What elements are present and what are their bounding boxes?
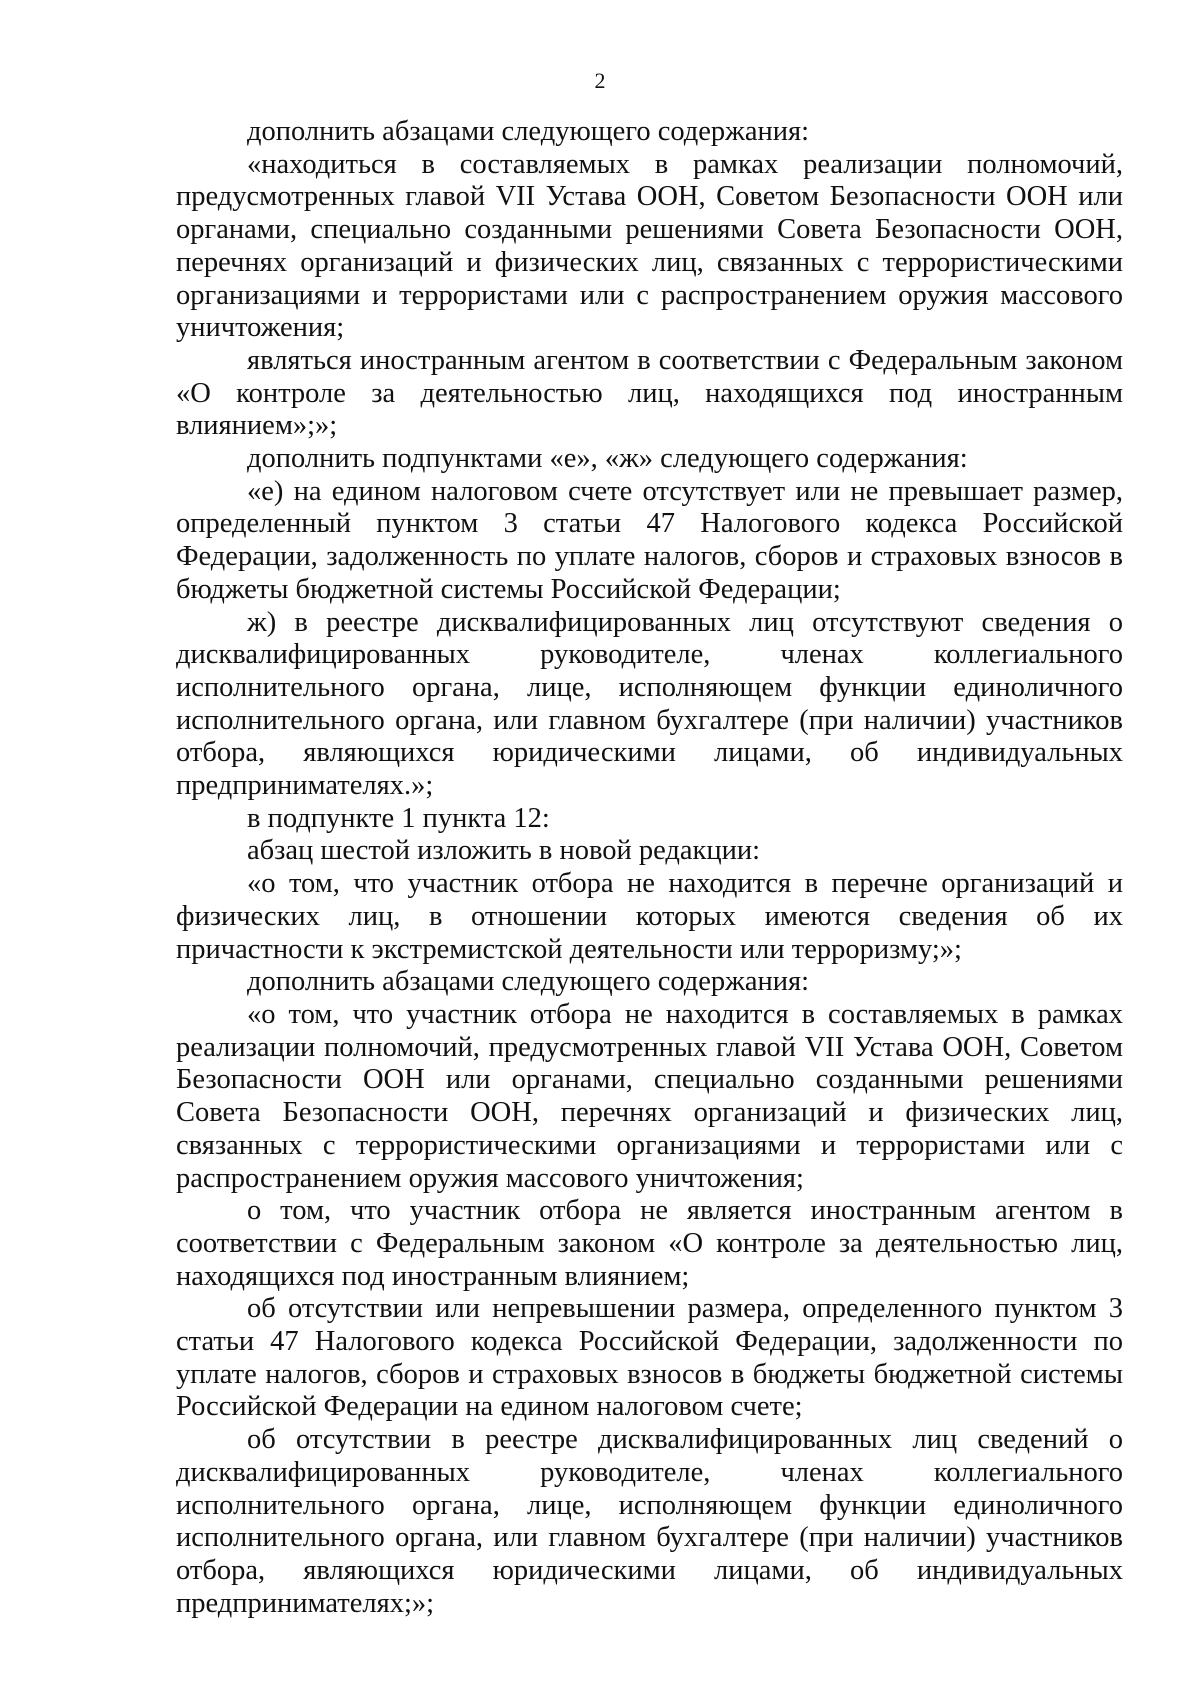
paragraph: дополнить подпунктами «е», «ж» следующего содержания: — [247, 443, 968, 475]
paragraph: являться иностранным агентом в соответствии с Федеральным законом «О контроле за деятельностью лиц, находящихся под иностранным влиянием»;»; — [176, 344, 1123, 442]
paragraph: об отсутствии или непревышении размера, определенного пунктом 3 статьи 47 Налогового кодекса Российской Федерации, задолженности по уплате налогов, сборов и страховых взносов в бюджеты бюджетной системы Российской Федерации на едином налоговом счете; — [176, 1293, 1123, 1423]
paragraph: «е) на едином налоговом счете отсутствует или не превышает размер, определенный пунктом 3 статьи 47 Налогового кодекса Российской Федерации, задолженность по уплате налогов, сборов и страховых взносов в бюджеты бюджетной системы Российской Федерации; — [176, 475, 1123, 605]
paragraph: «находиться в составляемых в рамках реализации полномочий, предусмотренных главой VII Устава ООН, Советом Безопасности ООН или органами, специально созданными решениями Совета Безопасности ООН, перечнях организаций и физических лиц, связанных с террористическими организациями и террористами или с распространением оружия массового уничтожения; — [176, 148, 1123, 344]
paragraph: о том, что участник отбора не является иностранным агентом в соответствии с Федеральным законом «О контроле за деятельностью лиц, находящихся под иностранным влиянием; — [176, 1195, 1123, 1292]
document-body — [176, 116, 1123, 1620]
paragraph: абзац шестой изложить в новой редакции: — [247, 835, 761, 867]
paragraph: «о том, что участник отбора не находится в перечне организаций и физических лиц, в отношении которых имеются сведения об их причастности к экстремистской деятельности или терроризму;»; — [176, 868, 1123, 965]
paragraph: дополнить абзацами следующего содержания: — [247, 966, 810, 998]
paragraph: дополнить абзацами следующего содержания: — [247, 116, 810, 147]
paragraph: ж) в реестре дисквалифицированных лиц отсутствуют сведения о дисквалифицированных руководителе, членах коллегиального исполнительного органа, лице, исполняющем функции единоличного исполнительного органа, или главном бухгалтере (при наличии) участников отбора, являющихся юридическими лицами, об индивидуальных предпринимателях.»; — [176, 606, 1123, 802]
page-number: 2 — [594, 68, 606, 93]
paragraph: об отсутствии в реестре дисквалифицированных лиц сведений о дисквалифицированных руководителе, членах коллегиального исполнительного органа, лице, исполняющем функции единоличного исполнительного органа, или главном бухгалтере (при наличии) участников отбора, являющихся юридическими лицами, об индивидуальных предпринимателях;»; — [176, 1424, 1123, 1619]
paragraph: в подпункте 1 пункта 12: — [247, 802, 550, 834]
paragraph: «о том, что участник отбора не находится в составляемых в рамках реализации полномочий, предусмотренных главой VII Устава ООН, Советом Безопасности ООН или органами, специально созданными решениями Совета Безопасности ООН, перечнях организаций и физических лиц, связанных с террористическими организациями и террористами или с распространением оружия массового уничтожения; — [176, 998, 1123, 1194]
